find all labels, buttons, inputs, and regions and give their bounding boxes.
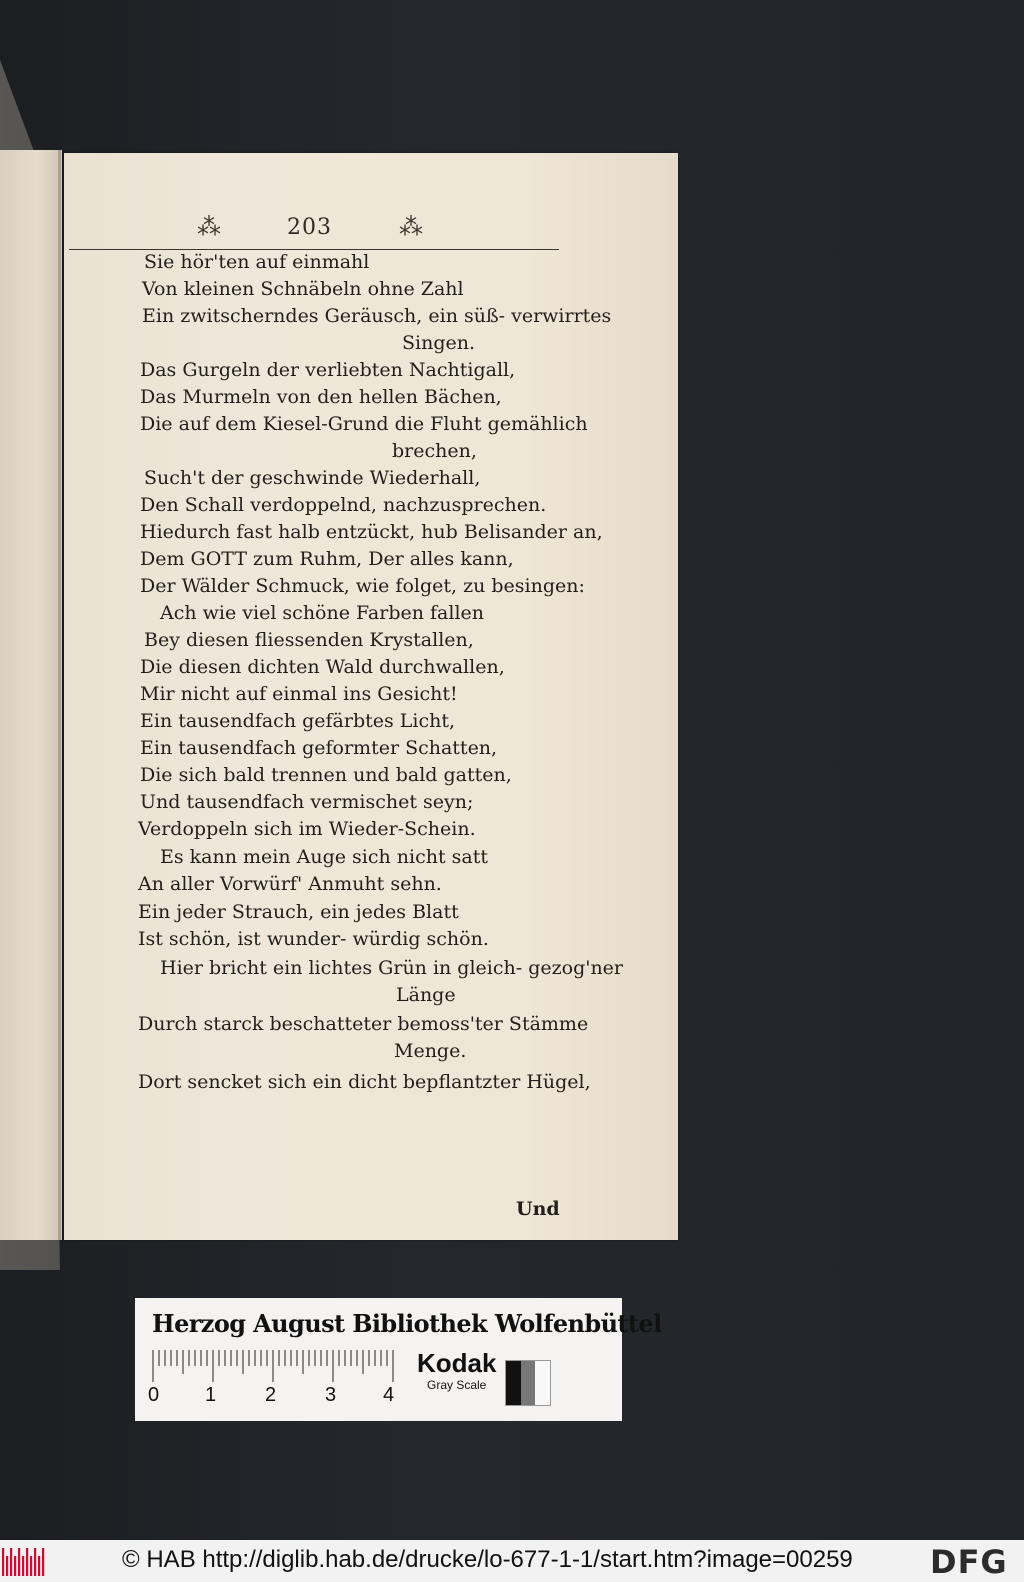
ruler-number: 3 — [325, 1384, 337, 1406]
copyright-url[interactable]: © HAB http://diglib.hab.de/drucke/lo-677-1-1/start.htm?image=00259 — [122, 1546, 853, 1573]
book-spine — [58, 150, 61, 1240]
hab-logo-bar — [22, 1556, 24, 1576]
poem-line: brechen, — [392, 440, 477, 462]
poem-line: Dem GOTT zum Ruhm, Der alles kann, — [140, 548, 514, 570]
poem-line: Singen. — [402, 332, 476, 354]
gray-scale-label: Gray Scale — [427, 1378, 487, 1392]
poem-line: Ein tausendfach geformter Schatten, — [140, 737, 498, 759]
poem-line: Dort sencket sich ein dicht bepflantzter Hügel, — [138, 1071, 591, 1093]
hab-logo-bar — [30, 1556, 32, 1576]
hab-logo-bar — [34, 1548, 36, 1576]
poem-line: Von kleinen Schnäbeln ohne Zahl — [142, 278, 464, 300]
poem-line: Das Gurgeln der verliebten Nachtigall, — [140, 359, 516, 381]
ornament-left-icon: ⁂ — [197, 213, 221, 241]
poem-line: Hiedurch fast halb entzückt, hub Belisander an, — [140, 521, 603, 543]
poem-line: Das Murmeln von den hellen Bächen, — [140, 386, 502, 408]
poem-line: Ein jeder Strauch, ein jedes Blatt — [138, 901, 459, 923]
book-page — [64, 153, 678, 1240]
hab-logo-bar — [10, 1548, 12, 1576]
poem-text — [64, 249, 624, 1220]
poem-line: Hier bricht ein lichtes Grün in gleich- gezog'ner — [160, 957, 624, 979]
gray-scale-swatch — [505, 1360, 551, 1406]
ornament-right-icon: ⁂ — [399, 213, 423, 241]
poem-line: Ein tausendfach gefärbtes Licht, — [140, 710, 456, 732]
hab-logo-bar — [38, 1556, 40, 1576]
poem-line: Die diesen dichten Wald durchwallen, — [140, 656, 505, 678]
poem-line: Mir nicht auf einmal ins Gesicht! — [140, 683, 458, 705]
hab-logo-bar — [18, 1548, 20, 1576]
adjacent-page-edge — [0, 150, 62, 1240]
poem-line: Ach wie viel schöne Farben fallen — [160, 602, 485, 624]
ruler-ticks — [152, 1348, 397, 1382]
ruler-number: 0 — [148, 1384, 160, 1406]
hab-logo-bar — [14, 1556, 16, 1576]
page-number: 203 — [287, 215, 332, 240]
page-header — [69, 213, 559, 250]
ruler-number: 1 — [205, 1384, 217, 1406]
catchword: Und — [516, 1198, 560, 1220]
ruler-number: 2 — [265, 1384, 277, 1406]
poem-line: Ein zwitscherndes Geräusch, ein süß- verwirrtes — [142, 305, 612, 327]
poem-line: Bey diesen fliessenden Krystallen, — [144, 629, 474, 651]
poem-line: Menge. — [394, 1040, 467, 1062]
poem-line: Sie hör'ten auf einmahl — [144, 251, 370, 273]
poem-line: Such't der geschwinde Wiederhall, — [144, 467, 481, 489]
hab-logo-bar — [6, 1556, 8, 1576]
ruler — [148, 1348, 397, 1406]
poem-line: Es kann mein Auge sich nicht satt — [160, 846, 488, 868]
poem-line: Der Wälder Schmuck, wie folget, zu besingen: — [140, 575, 585, 597]
poem-line: Länge — [396, 984, 456, 1006]
hab-logo-bar — [26, 1548, 28, 1576]
poem-line: An aller Vorwürf' Anmuht sehn. — [138, 873, 442, 895]
poem-line: Ist schön, ist wunder- würdig schön. — [138, 928, 489, 950]
poem-line: Die sich bald trennen und bald gatten, — [140, 764, 512, 786]
kodak-logo: Kodak — [417, 1348, 497, 1378]
footer-bar — [0, 1540, 1024, 1582]
poem-line: Die auf dem Kiesel-Grund die Fluht gemählich — [140, 413, 588, 435]
poem-line: Und tausendfach vermischet seyn; — [140, 791, 474, 813]
hab-logo-bar — [2, 1548, 4, 1576]
poem-line: Den Schall verdoppelnd, nachzusprechen. — [140, 494, 547, 516]
poem-line: Durch starck beschatteter bemoss'ter Stämme — [138, 1013, 589, 1035]
color-scale-card — [135, 1298, 662, 1421]
dfg-logo: DFG — [930, 1543, 1008, 1581]
hab-logo-icon — [2, 1546, 48, 1576]
library-name: Herzog August Bibliothek Wolfenbüttel — [152, 1309, 662, 1338]
ruler-number: 4 — [383, 1384, 395, 1406]
poem-line: Verdoppeln sich im Wieder-Schein. — [138, 818, 476, 840]
hab-logo-bar — [42, 1548, 44, 1576]
